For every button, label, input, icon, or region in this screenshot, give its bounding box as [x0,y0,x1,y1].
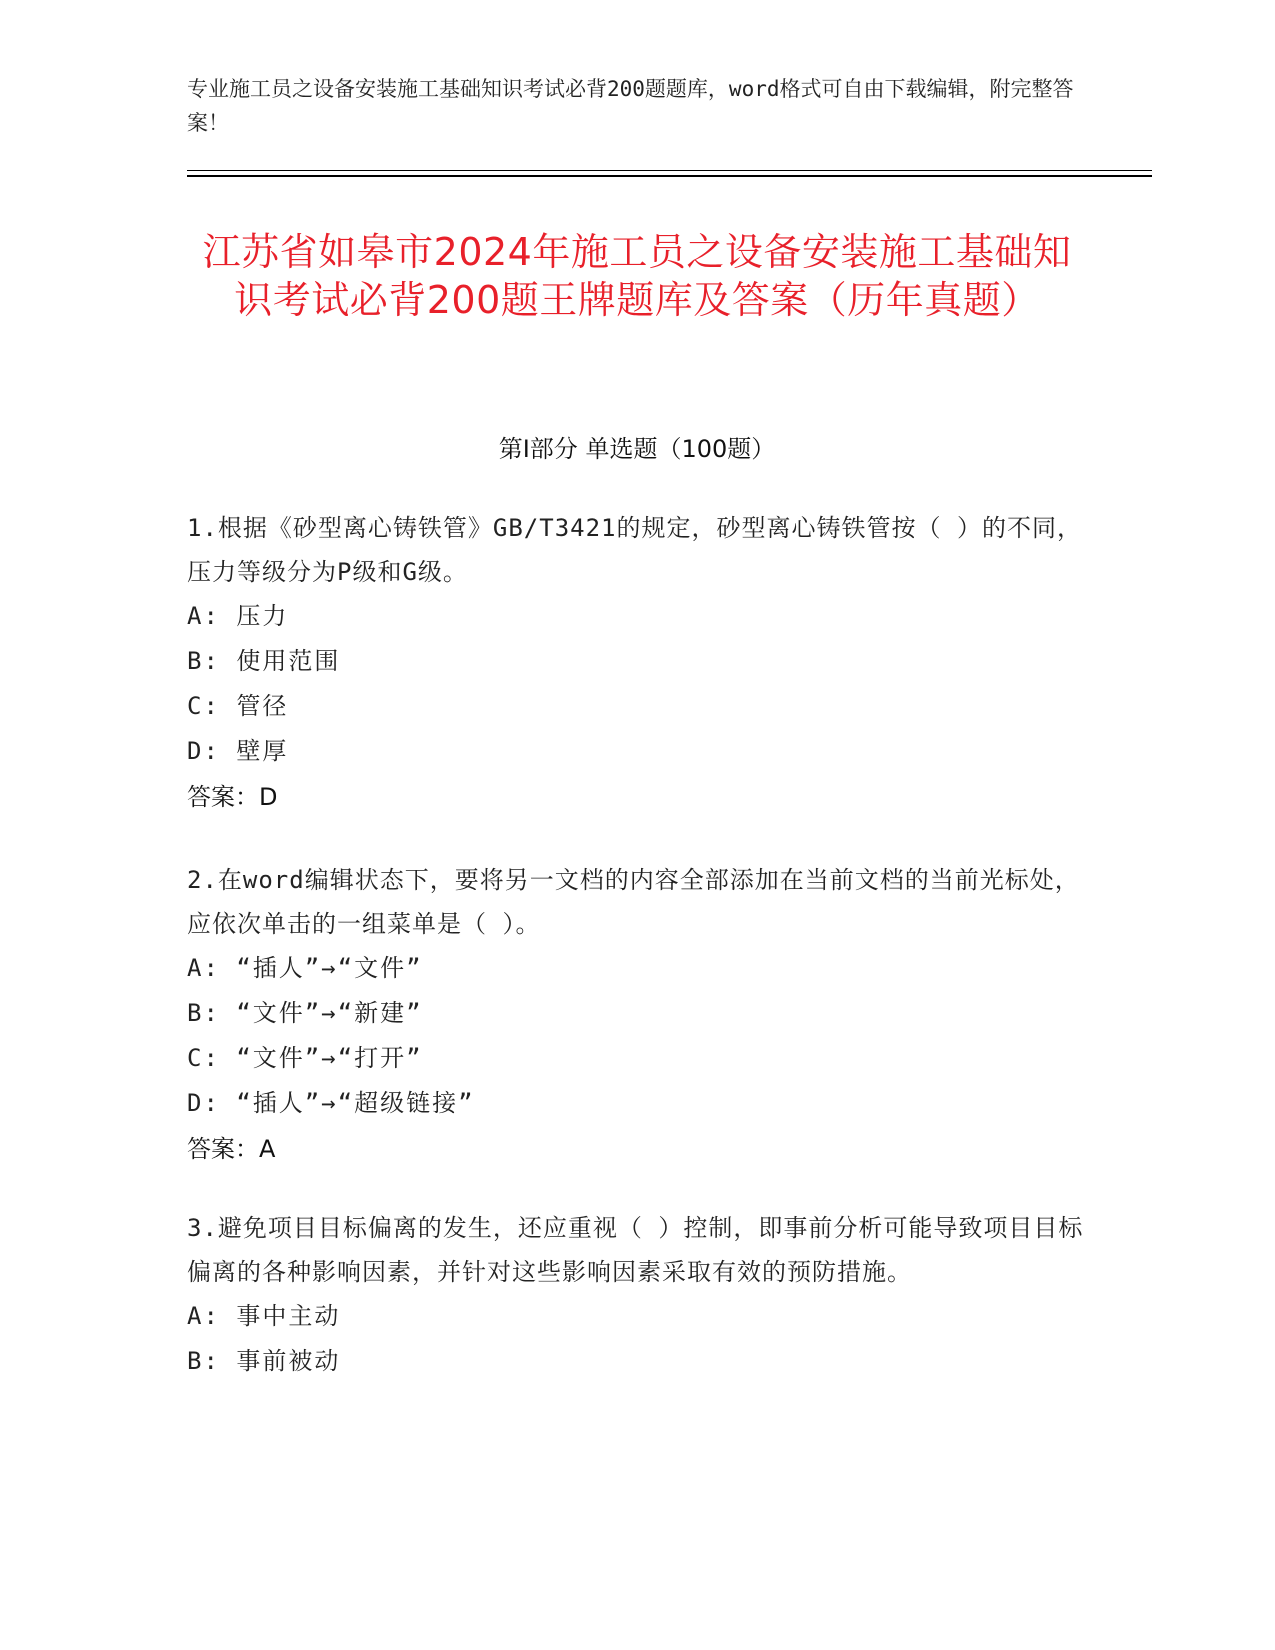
option-c: C: “文件”→“打开” [187,1044,423,1072]
option-b: B: 使用范围 [187,647,341,675]
question-1 [187,506,1087,820]
header-rule-thick [187,175,1152,177]
question-text: 3.避免项目目标偏离的发生，还应重视（ ）控制，即事前分析可能导致项目目标偏离的各种影响因素，并针对这些影响因素采取有效的预防措施。 [187,1214,1084,1286]
header-note: 专业施工员之设备安装施工基础知识考试必背200题题库，word格式可自由下载编辑，附完整答案！ [187,77,1074,135]
option-c: C: 管径 [187,692,289,720]
option-d: D: “插人”→“超级链接” [187,1089,475,1117]
answer: 答案：A [187,1135,276,1163]
option-b: B: 事前被动 [187,1347,341,1375]
document-title: 江苏省如皋市2024年施工员之设备安装施工基础知识考试必背200题王牌题库及答案（历年真题） [202,230,1072,322]
option-d: D: 壁厚 [187,737,289,765]
question-text: 2.在word编辑状态下，要将另一文档的内容全部添加在当前文档的当前光标处，应依次单击的一组菜单是（ ）。 [187,866,1080,938]
option-a: A: 压力 [187,602,289,630]
option-b: B: “文件”→“新建” [187,999,423,1027]
section-heading: 第Ⅰ部分 单选题（100题） [498,435,776,463]
question-3 [187,1206,1087,1384]
answer: 答案：D [187,783,278,811]
question-2 [187,858,1087,1172]
option-a: A: “插人”→“文件” [187,954,423,982]
question-text: 1.根据《砂型离心铸铁管》GB/T3421的规定，砂型离心铸铁管按（ ）的不同，压力等级分为P级和G级。 [187,514,1082,586]
header-rule-thin [187,170,1152,171]
option-a: A: 事中主动 [187,1302,341,1330]
